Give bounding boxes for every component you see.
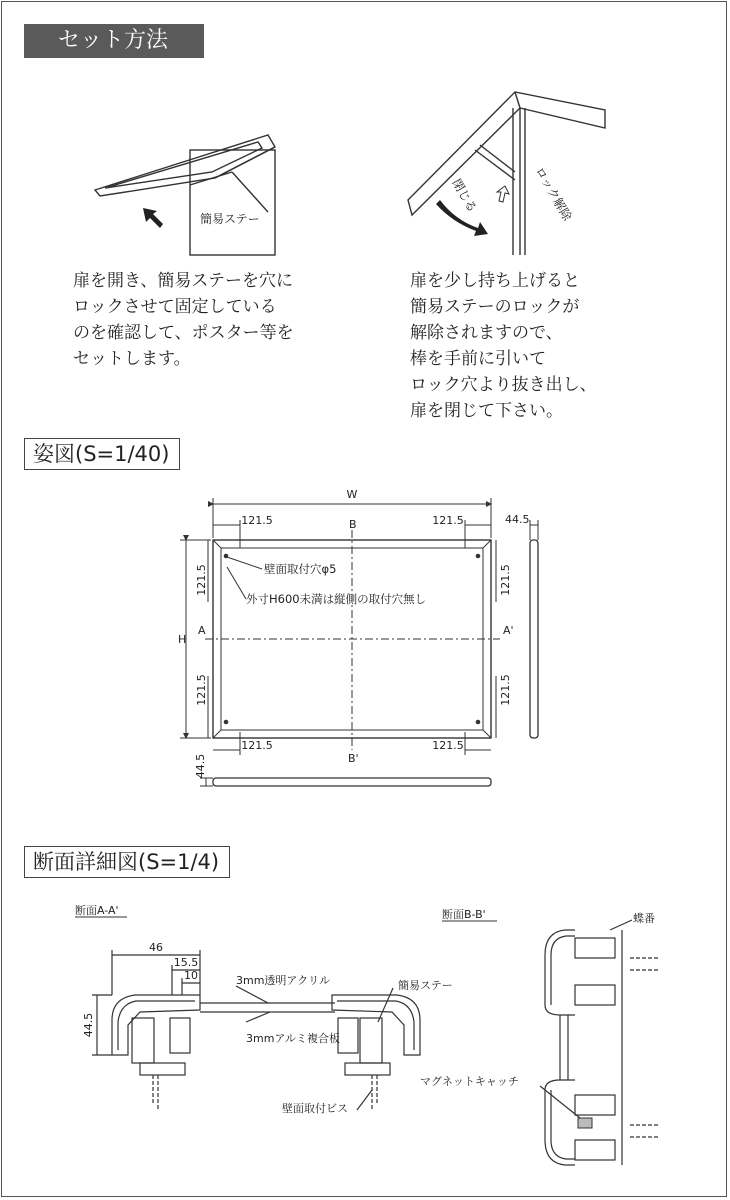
label-acrylic: 3mm透明アクリル	[236, 974, 331, 987]
section-bb-drawing	[540, 920, 660, 1165]
a2-label: A'	[503, 624, 514, 637]
dim-right-lower: 121.5	[499, 674, 512, 706]
closing-illustration	[408, 92, 605, 255]
dim-top-right: 121.5	[432, 514, 464, 527]
dim-left-lower: 121.5	[195, 674, 208, 706]
close-label: 閉じる	[449, 176, 480, 215]
dim-46: 46	[149, 941, 163, 954]
bottom-view	[213, 778, 491, 786]
w-label: W	[346, 488, 358, 501]
note-hole: 壁面取付穴φ5	[264, 562, 337, 576]
dim-bottom-left: 121.5	[241, 739, 273, 752]
label-alu: 3mmアルミ複合板	[246, 1032, 340, 1045]
close-arrow-icon	[436, 200, 488, 236]
dim-right-upper: 121.5	[499, 564, 512, 596]
frame-back-panel	[190, 150, 275, 255]
unlock-label: ロック解除	[532, 164, 575, 224]
setup-right-text: 扉を少し持ち上げると 簡易ステーのロックが 解除されますので、 棒を手前に引いて ロック穴より抜き出し、 扉を閉じて下さい。	[410, 271, 597, 421]
open-door	[95, 135, 275, 196]
up-arrow-icon	[143, 208, 163, 228]
dim-10: 10	[184, 969, 198, 982]
header-title: セット方法	[58, 28, 169, 53]
setup-left-text: 扉を開き、簡易ステーを穴に ロックさせて固定している のを確認して、ポスター等を セットします。	[73, 271, 294, 369]
stay-label-left: 簡易ステー	[200, 212, 260, 226]
h-label: H	[178, 633, 187, 646]
dim-bottom-right: 121.5	[432, 739, 464, 752]
dim-15-5: 15.5	[173, 956, 199, 969]
section-aa-label: 断面A-A'	[75, 904, 119, 917]
label-stay: 簡易ステー	[398, 979, 453, 992]
label-screw: 壁面取付ビス	[282, 1102, 348, 1115]
dim-left-upper: 121.5	[195, 564, 208, 596]
elevation-drawing	[180, 498, 538, 786]
stay-bar-right	[475, 150, 515, 180]
unlock-arrow-icon	[497, 186, 509, 202]
b-label: B	[349, 518, 357, 531]
note-vertical: 外寸H600未満は縦側の取付穴無し	[246, 592, 427, 606]
section-title: 断面詳細図(S=1/4)	[24, 846, 230, 878]
label-hinge: 蝶番	[633, 912, 655, 925]
side-view	[530, 540, 538, 738]
dim-top-left: 121.5	[241, 514, 273, 527]
dim-side-depth: 44.5	[505, 513, 530, 526]
leader-note	[227, 567, 246, 599]
elevation-title: 姿図(S=1/40)	[24, 438, 180, 470]
open-frame-illustration	[95, 135, 275, 255]
b2-label: B'	[348, 752, 359, 765]
dim-bottom-depth: 44.5	[194, 753, 207, 779]
dim-44-5: 44.5	[82, 1012, 95, 1038]
section-bb-label: 断面B-B'	[442, 908, 486, 921]
stay-bar-left	[232, 172, 268, 212]
label-magnet: マグネットキャッチ	[420, 1075, 519, 1088]
a-label: A	[198, 624, 206, 637]
leader-hole	[227, 557, 262, 569]
magnet-block	[578, 1118, 592, 1128]
